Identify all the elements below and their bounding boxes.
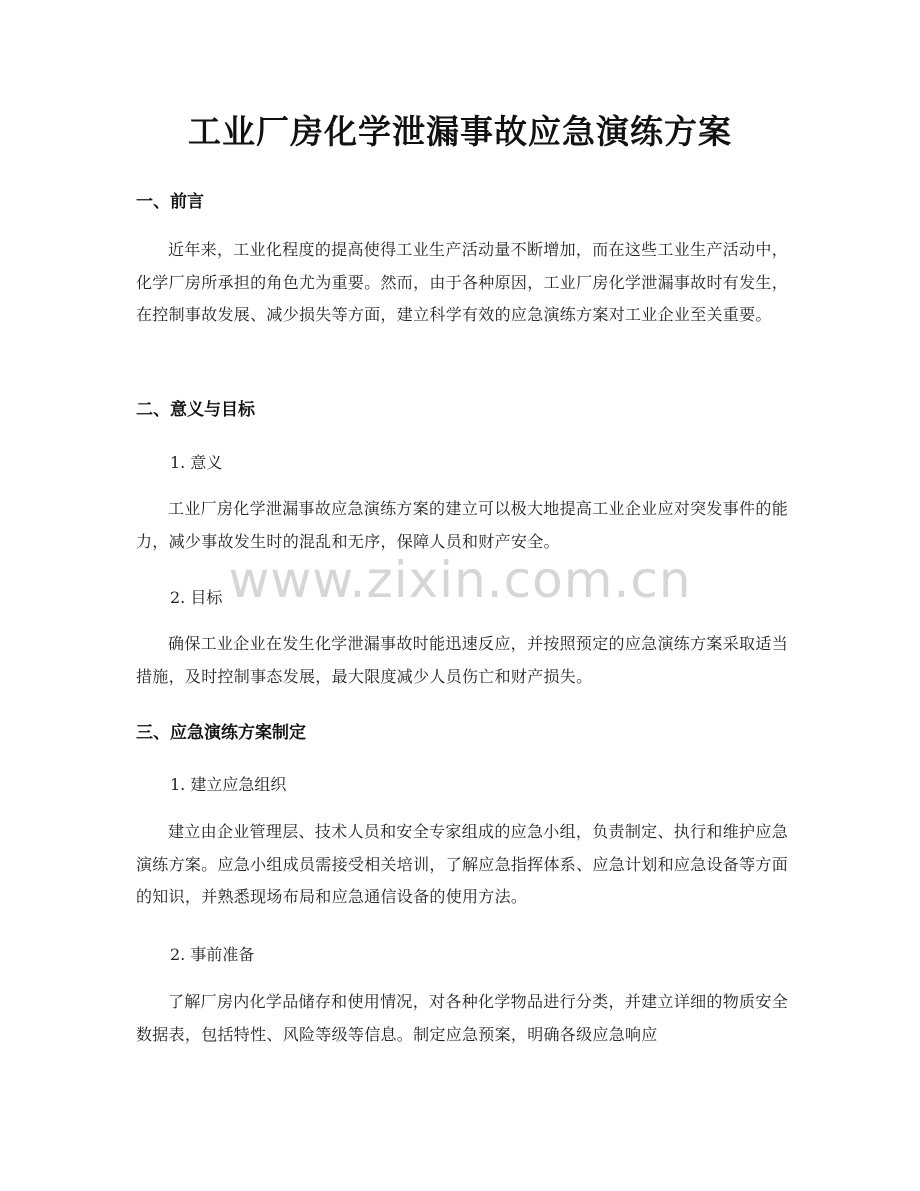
section-heading-plan: 三、应急演练方案制定 — [136, 723, 306, 743]
preparation-paragraph: 了解厂房内化学品储存和使用情况，对各种化学物品进行分类，并建立详细的物质安全数据表，包括特性、风险等级等信息。制定应急预案，明确各级应急响应 — [136, 992, 788, 1044]
subheading-preparation: 2. 事前准备 — [170, 945, 255, 964]
subheading-meaning: 1. 意义 — [170, 453, 223, 472]
section-heading-meaning-goals: 二、意义与目标 — [136, 400, 255, 420]
goal-paragraph: 确保工业企业在发生化学泄漏事故时能迅速反应，并按照预定的应急演练方案采取适当措施，及时控制事态发展，最大限度减少人员伤亡和财产损失。 — [136, 634, 788, 686]
watermark: www.zixin.com.cn — [228, 551, 692, 609]
subheading-goal: 2. 目标 — [170, 588, 223, 607]
section-heading-intro: 一、前言 — [136, 192, 204, 212]
organization-paragraph: 建立由企业管理层、技术人员和安全专家组成的应急小组，负责制定、执行和维护应急演练方案。应急小组成员需接受相关培训，了解应急指挥体系、应急计划和应急设备等方面的知识，并熟悉现场布局和应急通信设备的使用方法。 — [136, 822, 789, 906]
document-title: 工业厂房化学泄漏事故应急演练方案 — [188, 112, 732, 151]
meaning-paragraph: 工业厂房化学泄漏事故应急演练方案的建立可以极大地提高工业企业应对突发事件的能力，减少事故发生时的混乱和无序，保障人员和财产安全。 — [136, 499, 788, 551]
intro-paragraph: 近年来，工业化程度的提高使得工业生产活动量不断增加，而在这些工业生产活动中，化学厂房所承担的角色尤为重要。然而，由于各种原因，工业厂房化学泄漏事故时有发生，在控制事故发展、减少损失等方面，建立科学有效的应急演练方案对工业企业至关重要。 — [136, 240, 789, 324]
subheading-organization: 1. 建立应急组织 — [170, 775, 287, 794]
